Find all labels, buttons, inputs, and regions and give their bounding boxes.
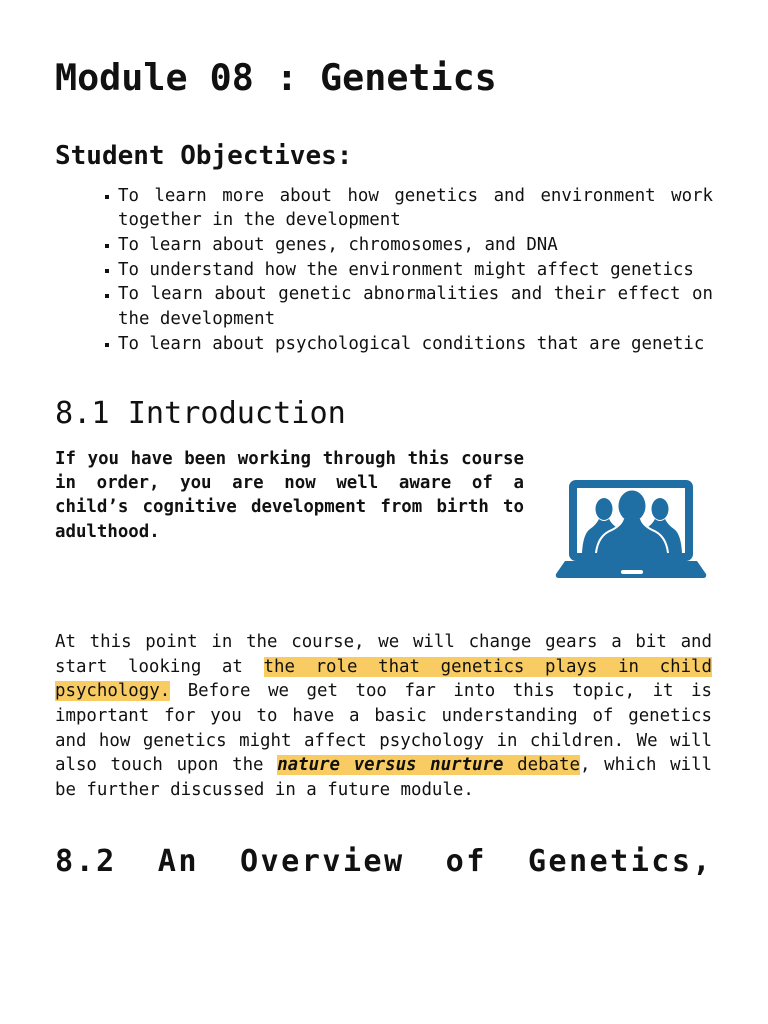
paragraph-text: , which will be further discussed in a future module. [55, 755, 713, 801]
square-bullet-icon [105, 195, 109, 199]
laptop-base-slot [621, 570, 643, 574]
objective-text: To learn about genes, chromosomes, and DNA [118, 234, 558, 255]
objective-item [118, 258, 713, 283]
square-bullet-icon [105, 244, 109, 248]
objective-text: To learn about psychological conditions that are genetic [118, 333, 705, 354]
paragraph-text: At this point in the course, we will change gears a bit and start looking at [55, 632, 712, 677]
objective-text: To learn more about how genetics and environment work together in the development [118, 185, 713, 231]
objective-text: To learn about genetic abnormalities and their effect on the development [118, 284, 713, 329]
laptop-people-icon [555, 479, 707, 579]
objective-item [118, 332, 713, 357]
highlighted-text-rest: debate [503, 755, 580, 776]
objective-item [118, 233, 713, 258]
module-title: Module 08 : Genetics [55, 56, 497, 99]
highlighted-text [277, 755, 580, 775]
section-heading-overview: 8.2 An Overview of Genetics, [55, 844, 713, 879]
introduction-body-paragraph [55, 630, 712, 803]
square-bullet-icon [105, 343, 109, 347]
laptop-base [556, 561, 706, 578]
objectives-heading: Student Objectives: [55, 141, 353, 171]
objective-item [118, 282, 713, 331]
objective-item [118, 184, 713, 233]
highlighted-text: the role that genetics plays in child psychology. [55, 656, 712, 702]
section-heading-introduction: 8.1 Introduction [55, 395, 346, 431]
intro-bold-paragraph: If you have been working through this course in order, you are now well aware of a child’s cognitive development from birth to adulthood. [55, 448, 524, 542]
square-bullet-icon [105, 294, 109, 298]
square-bullet-icon [105, 269, 109, 273]
objective-text: To understand how the environment might affect genetics [118, 259, 694, 280]
emphasized-term: nature versus nurture [277, 755, 504, 776]
paragraph-text: Before we get too far into this topic, it is important for you to have a basic understanding of genetics and how genetics might affect psychology in children. We will also touch upon the [55, 681, 712, 776]
objectives-list [118, 184, 713, 357]
